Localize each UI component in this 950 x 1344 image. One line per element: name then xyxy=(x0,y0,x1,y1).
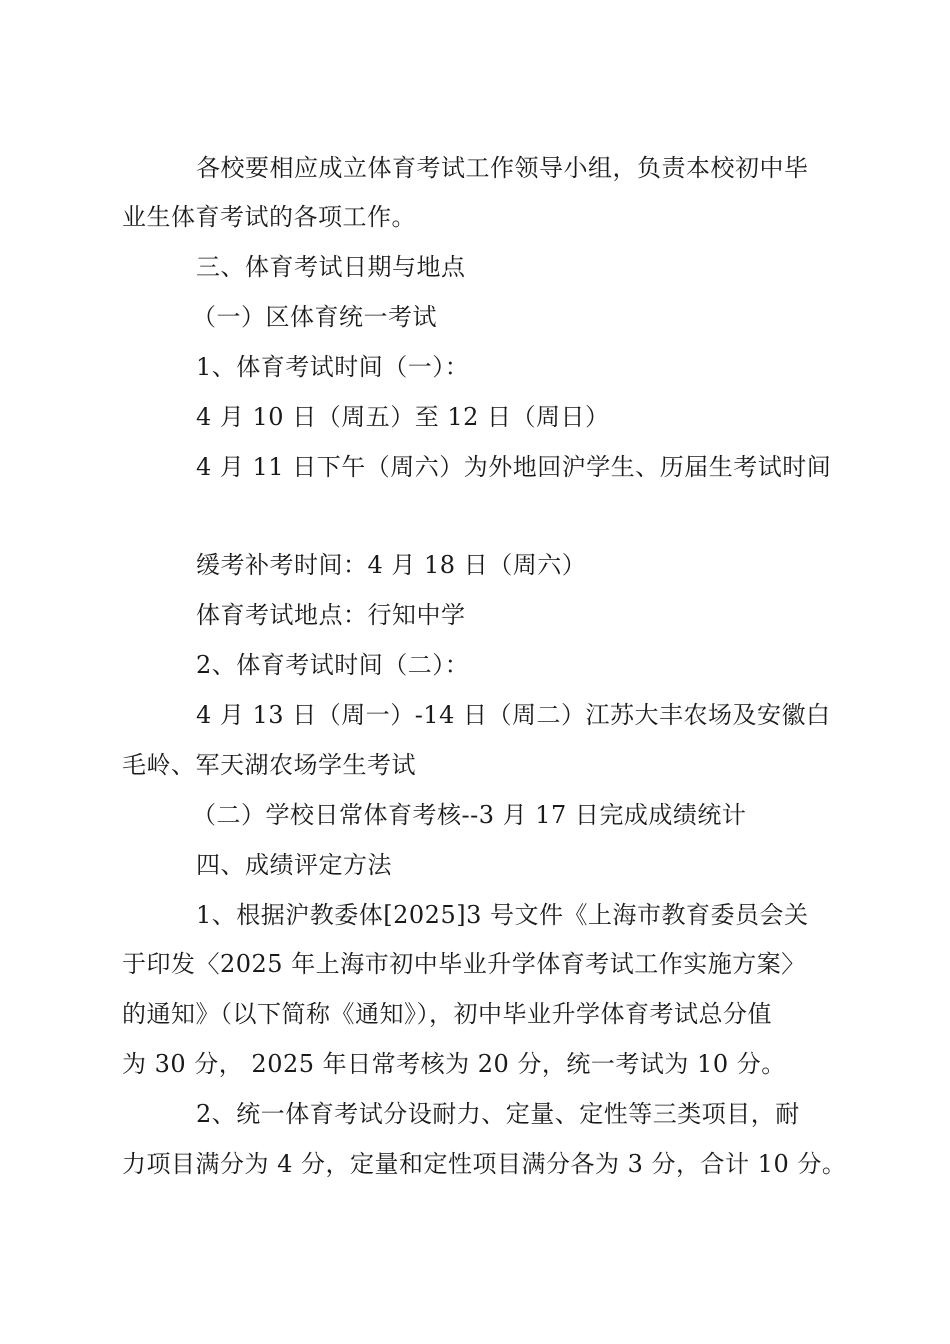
paragraph-line: 4 月 13 日（周一）-14 日（周二）江苏大丰农场及安徽白 xyxy=(196,701,831,729)
item-heading: 2、体育考试时间（二）： xyxy=(196,651,470,679)
paragraph-line: 力项目满分为 4 分，定量和定性项目满分各为 3 分，合计 10 分。 xyxy=(122,1150,847,1178)
paragraph-line: 4 月 10 日（周五）至 12 日（周日） xyxy=(196,403,610,431)
paragraph-line: 体育考试地点：行知中学 xyxy=(196,601,466,629)
paragraph-line: 于印发〈2025 年上海市初中毕业升学体育考试工作实施方案〉 xyxy=(122,950,806,978)
paragraph-line: 的通知》（以下简称《通知》），初中毕业升学体育考试总分值 xyxy=(122,1000,772,1028)
paragraph-line: 缓考补考时间：4 月 18 日（周六） xyxy=(196,551,587,579)
paragraph-line: 各校要相应成立体育考试工作领导小组，负责本校初中毕 xyxy=(196,154,809,182)
paragraph-line: 业生体育考试的各项工作。 xyxy=(122,203,416,231)
subsection-heading: （一）区体育统一考试 xyxy=(192,303,437,331)
section-heading: 四、成绩评定方法 xyxy=(196,851,392,879)
paragraph-line: 毛岭、军天湖农场学生考试 xyxy=(122,751,416,779)
paragraph-line: 4 月 11 日下午（周六）为外地回沪学生、历届生考试时间 xyxy=(196,453,832,481)
paragraph-line: 1、根据沪教委体[2025]3 号文件《上海市教育委员会关 xyxy=(196,901,809,929)
subsection-heading: （二）学校日常体育考核--3 月 17 日完成成绩统计 xyxy=(192,801,747,829)
paragraph-line: 2、统一体育考试分设耐力、定量、定性等三类项目，耐 xyxy=(196,1100,800,1128)
item-heading: 1、体育考试时间（一）： xyxy=(196,353,470,381)
section-heading: 三、体育考试日期与地点 xyxy=(196,253,466,281)
paragraph-line: 为 30 分， 2025 年日常考核为 20 分，统一考试为 10 分。 xyxy=(122,1050,786,1078)
